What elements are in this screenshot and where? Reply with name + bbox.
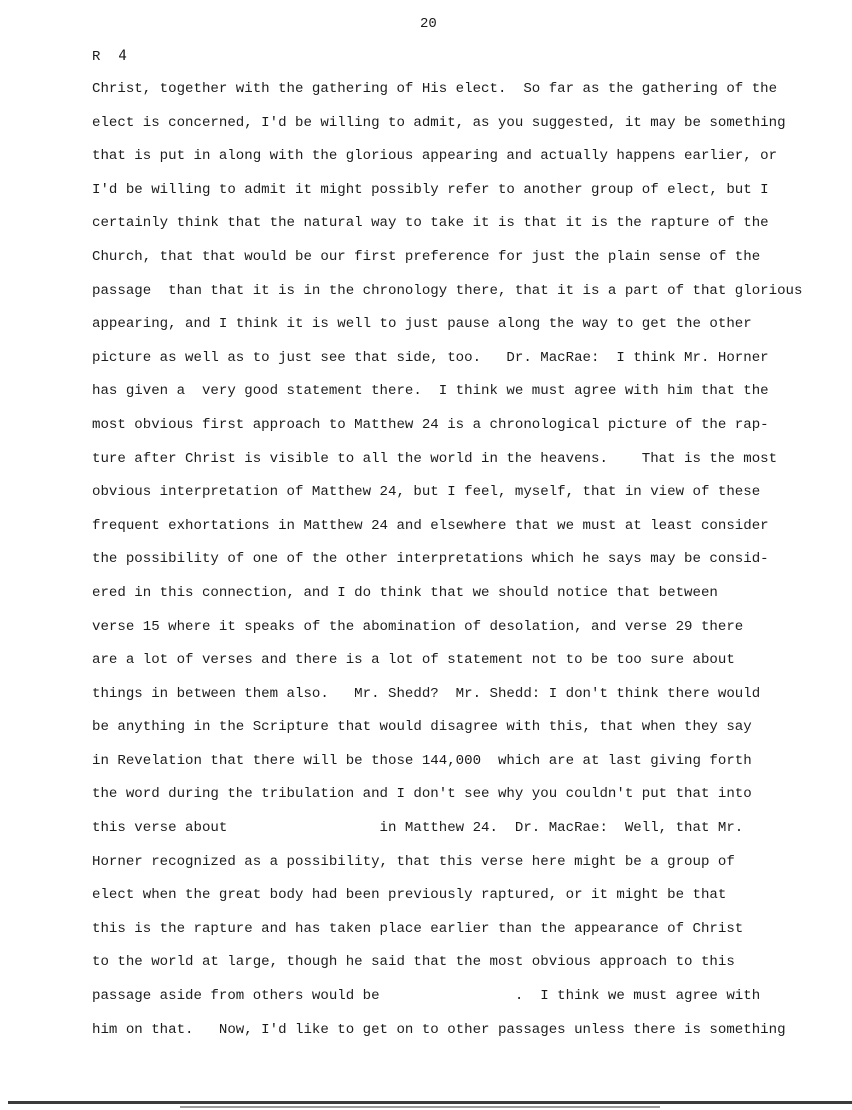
text-line: I'd be willing to admit it might possibly refer to another group of elect, but I <box>92 181 769 198</box>
transcript-body <box>92 79 812 1053</box>
text-line: ture after Christ is visible to all the world in the heavens. That is the most <box>92 450 778 467</box>
text-line: certainly think that the natural way to take it is that it is the rapture of the <box>92 215 769 232</box>
text-line: Christ, together with the gathering of His elect. So far as the gathering of the <box>92 81 778 97</box>
text-line: passage aside from others would be . I think we must agree with <box>92 988 761 1005</box>
text-line: things in between them also. Mr. Shedd? Mr. Shedd: I don't think there would <box>92 685 761 702</box>
text-line: passage than that it is in the chronology there, that it is a part of that glorious <box>92 282 803 299</box>
text-line: obvious interpretation of Matthew 24, but I feel, myself, that in view of these <box>92 484 761 501</box>
text-line: this is the rapture and has taken place earlier than the appearance of Christ <box>92 920 744 937</box>
text-line: are a lot of verses and there is a lot of statement not to be too sure about <box>92 652 735 669</box>
text-line: the possibility of one of the other interpretations which he says may be consid- <box>92 551 769 568</box>
text-line: ered in this connection, and I do think that we should notice that between <box>92 584 718 601</box>
text-line: be anything in the Scripture that would disagree with this, that when they say <box>92 719 752 736</box>
text-line: elect when the great body had been previously raptured, or it might be that <box>92 887 727 904</box>
header-number: 4 <box>118 48 127 64</box>
header-letter: R <box>92 49 101 65</box>
text-line: frequent exhortations in Matthew 24 and elsewhere that we must at least consider <box>92 517 769 534</box>
bottom-rule <box>8 1101 852 1104</box>
text-line: him on that. Now, I'd like to get on to other passages unless there is something <box>92 1021 786 1038</box>
page-number: 20 <box>420 16 437 32</box>
text-line: Horner recognized as a possibility, that this verse here might be a group of <box>92 853 735 870</box>
text-line: this verse about in Matthew 24. Dr. MacRae: Well, that Mr. <box>92 820 744 837</box>
bottom-rule-shadow <box>180 1106 660 1108</box>
text-line: Church, that that would be our first preference for just the plain sense of the <box>92 248 761 265</box>
text-line: that is put in along with the glorious appearing and actually happens earlier, or <box>92 148 778 165</box>
text-line: verse 15 where it speaks of the abomination of desolation, and verse 29 there <box>92 618 744 635</box>
text-line: most obvious first approach to Matthew 24 is a chronological picture of the rap- <box>92 416 769 433</box>
text-line: appearing, and I think it is well to just pause along the way to get the other <box>92 316 752 333</box>
page-header-tag <box>92 48 127 65</box>
text-line: picture as well as to just see that side, too. Dr. MacRae: I think Mr. Horner <box>92 349 769 366</box>
text-line: to the world at large, though he said that the most obvious approach to this <box>92 954 735 971</box>
text-line: has given a very good statement there. I think we must agree with him that the <box>92 383 769 400</box>
text-line: the word during the tribulation and I don't see why you couldn't put that into <box>92 786 752 803</box>
text-line: elect is concerned, I'd be willing to admit, as you suggested, it may be something <box>92 114 786 131</box>
text-line: in Revelation that there will be those 144,000 which are at last giving forth <box>92 752 752 769</box>
